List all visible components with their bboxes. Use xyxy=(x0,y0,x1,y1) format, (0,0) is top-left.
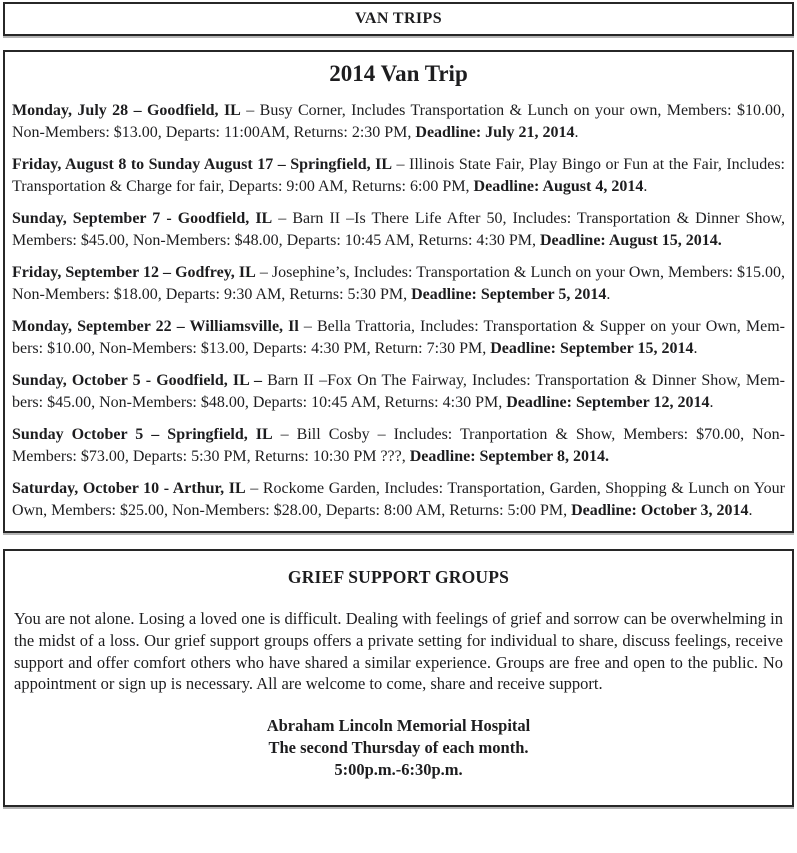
trip-entry-bold-text: Deadline: September 8, 2014. xyxy=(409,447,609,465)
trip-entry-bold-text: Friday, September 12 – Godfrey, IL xyxy=(12,264,256,281)
trip-entry-text: . xyxy=(748,501,753,519)
trip-entry-text: . xyxy=(574,123,579,141)
trip-entry-bold-text: Deadline: October 3, 2014 xyxy=(571,501,749,519)
trip-entry xyxy=(12,478,785,521)
trip-entry-bold-text: Deadline: September 15, 2014 xyxy=(490,339,694,357)
trip-entry-bold-text: Deadline: August 4, 2014 xyxy=(473,177,644,195)
van-trip-title: 2014 Van Trip xyxy=(329,61,468,86)
trip-list xyxy=(12,100,785,521)
trip-entry-text: – Illinois State Fair, Play Bingo or Fun at the Fair, Includes: Transportation & Charge for fair, Departs: 9:00 AM, Returns: 6:00 PM, xyxy=(12,156,786,195)
trip-entry-text: . xyxy=(606,285,611,303)
trip-entry-bold-text: Sunday October 5 – Springfield, IL xyxy=(12,426,273,443)
trip-entry-text: – Rockome Garden, Includes: Transportation, Garden, Shopping & Lunch on Your Own, Members: $25.00, Non-Members: $28.00, Departs: 8:00 AM, Returns: 5:00 PM, xyxy=(12,480,786,519)
trip-entry-bold-text: Friday, August 8 to Sunday August 17 – Springfield, IL xyxy=(12,156,393,173)
van-trips-box xyxy=(3,50,794,533)
trip-entry-text: – Barn II –Is There Life After 50, Includes: Transportation & Dinner Show, Members: $45.00, Non-Members: $48.00, Departs: 10:45 AM, Returns: 4:30 PM, xyxy=(12,210,785,249)
trip-entry-text: . xyxy=(709,393,714,411)
trip-entry-text: – Josephine’s, Includes: Transportation & Lunch on your Own, Members: $15.00, Non-Members: $18.00, Departs: 9:30 AM, Returns: 5:30 PM, xyxy=(12,264,785,303)
trip-entry-text: . xyxy=(643,177,648,195)
trip-entry-bold-text: Sunday, September 7 - Goodfield, IL xyxy=(12,210,273,227)
trip-entry-bold-text: Deadline: September 12, 2014 xyxy=(506,393,710,411)
schedule-day: The second Thursday of each month. xyxy=(268,737,529,757)
trip-entry-bold-text: Monday, September 22 – Williamsville, Il xyxy=(12,318,299,335)
grief-support-schedule xyxy=(14,715,783,780)
trip-entry xyxy=(12,262,785,305)
trip-entry xyxy=(12,370,785,413)
trip-entry-bold-text: Sunday, October 5 - Goodfield, IL – xyxy=(12,372,263,389)
grief-support-box xyxy=(3,549,794,807)
schedule-time: 5:00p.m.-6:30p.m. xyxy=(334,759,463,779)
van-trips-heading: VAN TRIPS xyxy=(354,10,443,27)
van-trips-header-box xyxy=(3,2,794,36)
trip-entry-text: – Bill Cosby – Includes: Tranportation & Show, Members: $70.00, Non-Members: $73.00, Departs: 5:30 PM, Returns: 10:30 PM ???, xyxy=(12,426,786,465)
trip-entry-text: . xyxy=(693,339,698,357)
trip-entry-bold-text: Saturday, October 10 - Arthur, IL xyxy=(12,480,246,497)
trip-entry xyxy=(12,154,785,197)
trip-entry-bold-text: Monday, July 28 – Goodfield, IL xyxy=(12,102,241,119)
trip-entry-text: – Bella Trattoria, Includes: Transportation & Supper on your Own, Members: $10.00, Non-Members: $13.00, Departs: 4:30 PM, Return: 7:30 PM, xyxy=(12,318,785,357)
grief-support-heading: GRIEF SUPPORT GROUPS xyxy=(287,567,510,587)
trip-entry-text: Barn II –Fox On The Fairway, Includes: Transportation & Dinner Show, Members: $45.00, Non-Members: $48.00, Departs: 10:45 AM, Returns: 4:30 PM, xyxy=(12,372,785,411)
trip-entry xyxy=(12,316,785,359)
schedule-location: Abraham Lincoln Memorial Hospital xyxy=(266,716,531,736)
trip-entry-bold-text: Deadline: August 15, 2014. xyxy=(539,231,722,249)
trip-entry-bold-text: Deadline: September 5, 2014 xyxy=(411,285,607,303)
trip-entry-bold-text: Deadline: July 21, 2014 xyxy=(415,123,575,141)
grief-support-paragraph: You are not alone. Losing a loved one is difficult. Dealing with feelings of grief and sorrow can be overwhelming in the midst of a loss. Our grief support groups offers a private setting for individual to share, discuss feelings, receive support and offer comfort others who have shared a similar experience. Groups are free and open to the public. No appointment or sign up is necessary. All are welcome to come, share and receive support. xyxy=(14,609,783,694)
trip-entry xyxy=(12,424,785,467)
trip-entry xyxy=(12,208,785,251)
trip-entry-text: – Busy Corner, Includes Transportation & Lunch on your own, Members: $10.00, Non-Members: $13.00, Departs: 11:00AM, Returns: 2:30 PM, xyxy=(12,102,785,141)
trip-entry xyxy=(12,100,785,143)
